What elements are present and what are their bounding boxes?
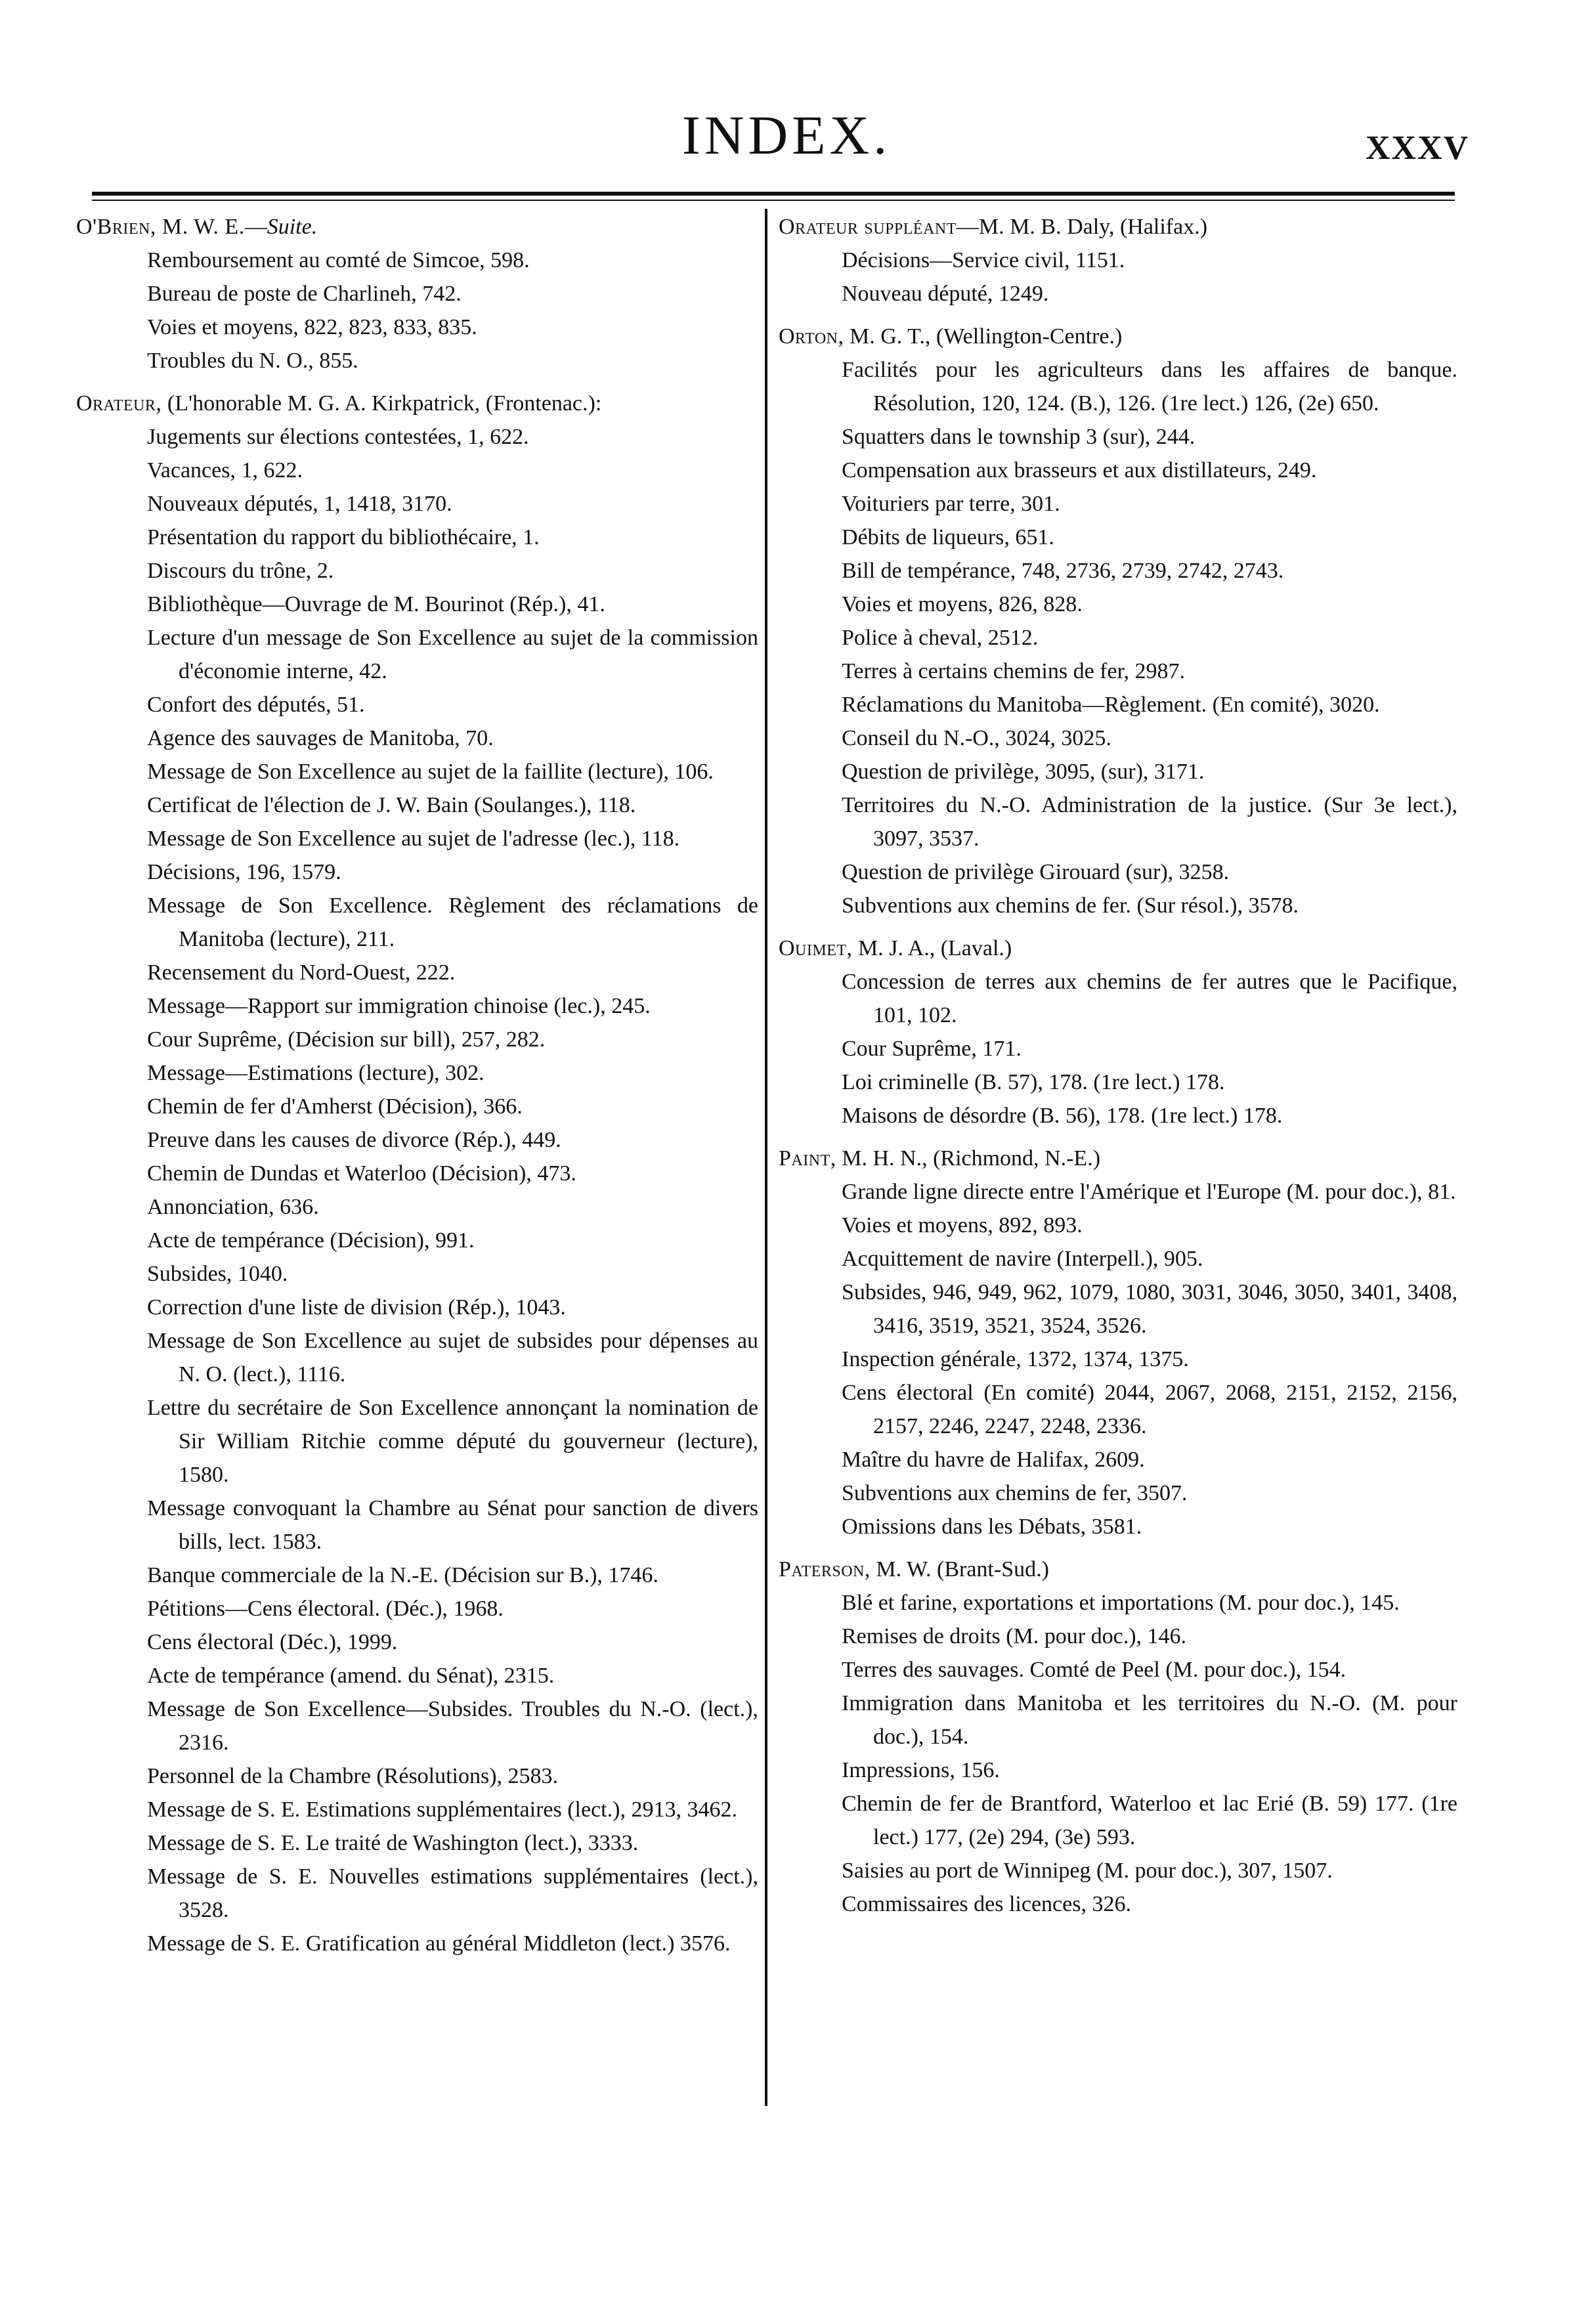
sub-entry: Correction d'une liste de division (Rép.), 1043.: [147, 1295, 566, 1320]
sub-entry: Cens électoral (Déc.), 1999.: [147, 1630, 398, 1654]
sub-entry: Facilités pour les agriculteurs dans les affaires de banque. Résolution, 120, 124. (B.), 126. (1re lect.) 126, (2e) 650.: [842, 358, 1457, 416]
header-rule: [92, 192, 1455, 201]
sub-entry: Impressions, 156.: [842, 1758, 1000, 1782]
index-entry: [775, 1142, 1457, 1543]
index-entry: [72, 210, 758, 377]
sub-entry: Acte de tempérance (amend. du Sénat), 2315.: [147, 1664, 555, 1688]
sub-entry: Vacances, 1, 622.: [147, 458, 303, 483]
sub-entry: Preuve dans les causes de divorce (Rép.), 449.: [147, 1128, 561, 1152]
sub-entry: Cour Suprême, (Décision sur bill), 257, 282.: [147, 1027, 546, 1052]
entry-heading: O'Brien, M. W. E.—Suite.: [76, 215, 318, 239]
page-number: XXXV: [1366, 129, 1470, 167]
sub-entry: Subventions aux chemins de fer. (Sur résol.), 3578.: [842, 893, 1299, 918]
entry-detail: M. W. (Brant-Sud.): [870, 1557, 1049, 1582]
sub-entry: Chemin de fer de Brantford, Waterloo et lac Erié (B. 59) 177. (1re lect.) 177, (2e) 294, (3e) 593.: [842, 1792, 1457, 1849]
sub-entry: Discours du trône, 2.: [147, 559, 334, 583]
sub-entry: Réclamations du Manitoba—Règlement. (En comité), 3020.: [842, 693, 1380, 717]
sub-entry: Message—Rapport sur immigration chinoise (lec.), 245.: [147, 994, 651, 1018]
sub-entry: Chemin de fer d'Amherst (Décision), 366.: [147, 1094, 523, 1119]
sub-entry: Voies et moyens, 826, 828.: [842, 592, 1083, 616]
sub-entry: Message de S. E. Nouvelles estimations supplémentaires (lect.), 3528.: [147, 1864, 758, 1922]
sub-entry: Chemin de Dundas et Waterloo (Décision), 473.: [147, 1161, 576, 1186]
entry-heading: [72, 387, 758, 420]
sub-entry: Omissions dans les Débats, 3581.: [842, 1515, 1142, 1539]
entry-name: Paint,: [779, 1146, 836, 1171]
sub-entry: Subsides, 1040.: [147, 1262, 288, 1286]
entry-name: O'Brien, M. W. E.: [76, 215, 245, 239]
sub-entry: Message de S. E. Estimations supplémentaires (lect.), 2913, 3462.: [147, 1797, 737, 1822]
sub-entry: Terres des sauvages. Comté de Peel (M. pour doc.), 154.: [842, 1658, 1347, 1682]
sub-entry: Message—Estimations (lecture), 302.: [147, 1061, 485, 1085]
sub-entry: Voituriers par terre, 301.: [842, 492, 1060, 516]
entry-detail: M. H. N., (Richmond, N.-E.): [836, 1146, 1101, 1171]
sub-entry: Bill de tempérance, 748, 2736, 2739, 2742, 2743.: [842, 559, 1284, 583]
sub-entry: Personnel de la Chambre (Résolutions), 2583.: [147, 1764, 559, 1788]
sub-entry: Lecture d'un message de Son Excellence au sujet de la commission d'économie interne, 42.: [147, 626, 758, 683]
sub-entry: Décisions, 196, 1579.: [147, 860, 341, 884]
entry-heading: [775, 210, 1457, 244]
sub-entry: Voies et moyens, 822, 823, 833, 835.: [147, 315, 477, 339]
index-entry: [775, 932, 1457, 1132]
index-entry: [72, 387, 758, 1960]
sub-entry: Police à cheval, 2512.: [842, 626, 1039, 650]
sub-entry: Remises de droits (M. pour doc.), 146.: [842, 1624, 1187, 1648]
sub-entry: Banque commerciale de la N.-E. (Décision sur B.), 1746.: [147, 1563, 658, 1587]
sub-entry: Agence des sauvages de Manitoba, 70.: [147, 726, 494, 750]
entry-detail: M. J. A., (Laval.): [852, 936, 1012, 960]
sub-entry: Jugements sur élections contestées, 1, 622.: [147, 425, 529, 449]
sub-entry: Maître du havre de Halifax, 2609.: [842, 1448, 1145, 1472]
entry-detail: M. G. T., (Wellington-Centre.): [844, 324, 1123, 349]
sub-entry: Remboursement au comté de Simcoe, 598.: [147, 248, 530, 272]
sub-entry: Question de privilège Girouard (sur), 3258.: [842, 860, 1230, 884]
sub-entry: Troubles du N. O., 855.: [147, 349, 358, 373]
index-entry: [775, 320, 1457, 922]
entry-name: Paterson,: [779, 1557, 871, 1582]
sub-entry: Blé et farine, exportations et importations (M. pour doc.), 145.: [842, 1591, 1400, 1615]
left-column: [72, 210, 758, 1969]
sub-entry: Loi criminelle (B. 57), 178. (1re lect.) 178.: [842, 1070, 1225, 1094]
entry-heading: [775, 320, 1457, 353]
sub-entry: Subsides, 946, 949, 962, 1079, 1080, 3031, 3046, 3050, 3401, 3408, 3416, 3519, 3521, 3524, 3526.: [842, 1280, 1457, 1338]
sub-entry: Question de privilège, 3095, (sur), 3171.: [842, 760, 1205, 784]
entry-heading: [775, 932, 1457, 965]
sub-entry: Cens électoral (En comité) 2044, 2067, 2068, 2151, 2152, 2156, 2157, 2246, 2247, 2248, 2336.: [842, 1381, 1457, 1438]
sub-entry: Message de Son Excellence—Subsides. Troubles du N.-O. (lect.), 2316.: [147, 1697, 758, 1755]
sub-entry: Pétitions—Cens électoral. (Déc.), 1968.: [147, 1597, 504, 1621]
sub-entry: Saisies au port de Winnipeg (M. pour doc.), 307, 1507.: [842, 1859, 1333, 1883]
sub-entry: Inspection générale, 1372, 1374, 1375.: [842, 1347, 1189, 1371]
entry-detail: (L'honorable M. G. A. Kirkpatrick, (Frontenac.):: [162, 391, 602, 416]
sub-entry: Décisions—Service civil, 1151.: [842, 248, 1125, 272]
entry-name: Orateur,: [76, 391, 162, 416]
sub-entry: Certificat de l'élection de J. W. Bain (Soulanges.), 118.: [147, 793, 636, 817]
sub-entry: Immigration dans Manitoba et les territoires du N.-O. (M. pour doc.), 154.: [842, 1691, 1457, 1749]
entry-name: Orton,: [779, 324, 844, 349]
index-entry: [775, 1553, 1457, 1921]
sub-entry: Conseil du N.-O., 3024, 3025.: [842, 726, 1111, 750]
sub-entry: Message de Son Excellence au sujet de l'adresse (lec.), 118.: [147, 827, 680, 851]
sub-entry: Acquittement de navire (Interpell.), 905.: [842, 1247, 1203, 1271]
sub-entry: Message de Son Excellence. Règlement des réclamations de Manitoba (lecture), 211.: [147, 893, 758, 951]
sub-entry: Lettre du secrétaire de Son Excellence annonçant la nomination de Sir William Ritchie comme député du gouverneur (lecture), 1580.: [147, 1396, 758, 1487]
sub-entry: Débits de liqueurs, 651.: [842, 525, 1054, 549]
sub-entry: Compensation aux brasseurs et aux distillateurs, 249.: [842, 458, 1317, 483]
sub-entry: Grande ligne directe entre l'Amérique et l'Europe (M. pour doc.), 81.: [842, 1180, 1456, 1204]
sub-entry: Recensement du Nord-Ouest, 222.: [147, 960, 456, 985]
sub-entry: Message de Son Excellence au sujet de subsides pour dépenses au N. O. (lect.), 1116.: [147, 1329, 758, 1387]
sub-entry: Squatters dans le township 3 (sur), 244.: [842, 425, 1196, 449]
sub-entry: Bibliothèque—Ouvrage de M. Bourinot (Rép.), 41.: [147, 592, 605, 616]
sub-entry: Annonciation, 636.: [147, 1195, 319, 1219]
sub-entry: Territoires du N.-O. Administration de la justice. (Sur 3e lect.), 3097, 3537.: [842, 793, 1457, 851]
sub-entry: Présentation du rapport du bibliothécaire, 1.: [147, 525, 540, 549]
entry-name: Orateur suppléant: [779, 215, 957, 239]
sub-entry: Message de S. E. Le traité de Washington (lect.), 3333.: [147, 1831, 639, 1855]
sub-entry: Commissaires des licences, 326.: [842, 1892, 1131, 1916]
sub-entry: Message de S. E. Gratification au général Middleton (lect.) 3576.: [147, 1931, 731, 1956]
sub-entry: Maisons de désordre (B. 56), 178. (1re lect.) 178.: [842, 1104, 1283, 1128]
sub-entry: Terres à certains chemins de fer, 2987.: [842, 659, 1186, 683]
sub-entry: Message convoquant la Chambre au Sénat pour sanction de divers bills, lect. 1583.: [147, 1496, 758, 1554]
page-title: INDEX.: [681, 105, 892, 166]
sub-entry: Acte de tempérance (Décision), 991.: [147, 1228, 475, 1253]
entry-detail: —M. M. B. Daly, (Halifax.): [956, 215, 1208, 239]
sub-entry: Subventions aux chemins de fer, 3507.: [842, 1481, 1188, 1505]
sub-entry: Concession de terres aux chemins de fer autres que le Pacifique, 101, 102.: [842, 970, 1457, 1027]
column-divider: [765, 209, 767, 2106]
entry-suffix: Suite.: [267, 215, 318, 239]
sub-entry: Message de Son Excellence au sujet de la faillite (lecture), 106.: [147, 760, 714, 784]
sub-entry: Cour Suprême, 171.: [842, 1037, 1022, 1061]
entry-heading: [775, 1142, 1457, 1175]
right-column: [775, 210, 1457, 1930]
entry-heading: [775, 1553, 1457, 1586]
sub-entry: Nouveaux députés, 1, 1418, 3170.: [147, 492, 452, 516]
sub-entry: Nouveau député, 1249.: [842, 282, 1049, 306]
sub-entry: Voies et moyens, 892, 893.: [842, 1213, 1083, 1237]
index-entry: [775, 210, 1457, 311]
sub-entry: Confort des députés, 51.: [147, 693, 365, 717]
sub-entry: Bureau de poste de Charlineh, 742.: [147, 282, 462, 306]
entry-name: Ouimet,: [779, 936, 853, 960]
